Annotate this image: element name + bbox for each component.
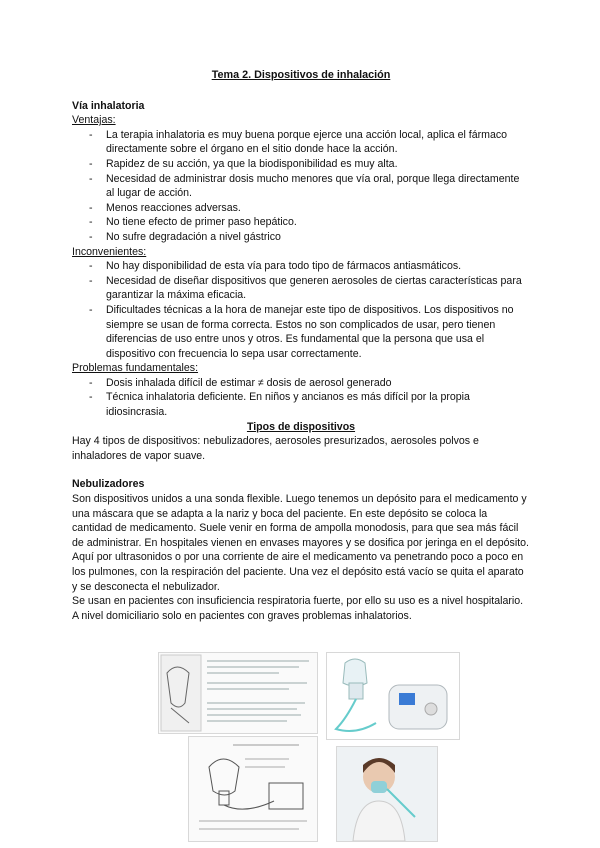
section-heading-via: Vía inhalatoria: [72, 99, 145, 112]
section-heading-tipos: Tipos de dispositivos: [246, 420, 356, 433]
document-page: [72, 68, 530, 623]
nebulizer-device-illustration: [327, 653, 459, 739]
mask-diagram-figure: [188, 736, 318, 842]
nebulizer-device-figure: [326, 652, 460, 740]
inconvenientes-list: [72, 259, 530, 361]
list-item: - No sufre degradación a nivel gástrico: [72, 230, 530, 245]
list-item: - Necesidad de administrar dosis mucho menores que vía oral, porque llega directamente al lugar de acción.: [72, 172, 530, 201]
list-item: - Necesidad de diseñar dispositivos que generen aerosoles de ciertas características para garantizar la máxima eficacia.: [72, 274, 530, 303]
nebulizadores-paragraph-2: Aquí por ultrasonidos o por una corriente de aire el medicamento va penetrando poco a poco en los pulmones, con la respiración del paciente. Una vez el depósito está vacío se quita el aparato y se desconecta el nebulizador.: [72, 551, 524, 593]
list-item: - Dificultades técnicas a la hora de manejar este tipo de dispositivos. Los dispositivos no siempre se usan de forma correcta. Estos no son complicados de usar, pero tienen diferencias de uso entre unos y otros. Es fundamental que la persona que usa el dispositivo con frecuencia lo sepa usar correctamente.: [72, 303, 530, 361]
nebulizadores-paragraph-1: Son dispositivos unidos a una sonda flexible. Luego tenemos un depósito para el medicamento y una máscara que se adapta a la nariz y boca del paciente. En este depósito se coloca la cantidad de medicamento. Suele venir en forma de ampolla monodosis, para que sea más fácil de administrar. En hospitales vienen en envases mayores y se dosifica por jeringa en el depósito.: [72, 493, 529, 549]
list-item: - Técnica inhalatoria deficiente. En niños y ancianos es más difícil por la propia idiosincrasia.: [72, 390, 530, 419]
ventajas-label: Ventajas:: [72, 114, 116, 127]
list-item: - No hay disponibilidad de esta vía para todo tipo de fármacos antiasmáticos.: [72, 259, 530, 274]
list-item: - La terapia inhalatoria es muy buena porque ejerce una acción local, aplica el fármaco directamente sobre el órgano en el sitio donde hace la acción.: [72, 128, 530, 157]
list-item: - Rapidez de su acción, ya que la biodisponibilidad es muy alta.: [72, 157, 530, 172]
page-title: Tema 2. Dispositivos de inhalación: [211, 69, 391, 81]
nebulizer-diagram-figure: [158, 652, 318, 734]
list-item: - Dosis inhalada difícil de estimar ≠ dosis de aerosol generado: [72, 376, 530, 391]
problemas-label: Problemas fundamentales:: [72, 362, 199, 375]
mask-diagram-illustration: [189, 737, 317, 841]
patient-photo-figure: [336, 746, 438, 842]
nebulizadores-paragraph-3: Se usan en pacientes con insuficiencia respiratoria fuerte, por ello su uso es a nivel hospitalario. A nivel domiciliario solo en pacientes con graves problemas inhalatorios.: [72, 595, 524, 622]
patient-photo-illustration: [337, 747, 437, 841]
tipos-text: Hay 4 tipos de dispositivos: nebulizadores, aerosoles presurizados, aerosoles polvos e inhaladores de vapor suave.: [72, 435, 479, 462]
problemas-list: [72, 376, 530, 420]
nebulizer-diagram-illustration: [159, 653, 317, 733]
figures-area: [158, 652, 458, 842]
ventajas-list: [72, 128, 530, 245]
inconvenientes-label: Inconvenientes:: [72, 245, 147, 258]
list-item: - Menos reacciones adversas.: [72, 201, 530, 216]
section-heading-nebulizadores: Nebulizadores: [72, 478, 145, 491]
list-item: - No tiene efecto de primer paso hepático.: [72, 215, 530, 230]
